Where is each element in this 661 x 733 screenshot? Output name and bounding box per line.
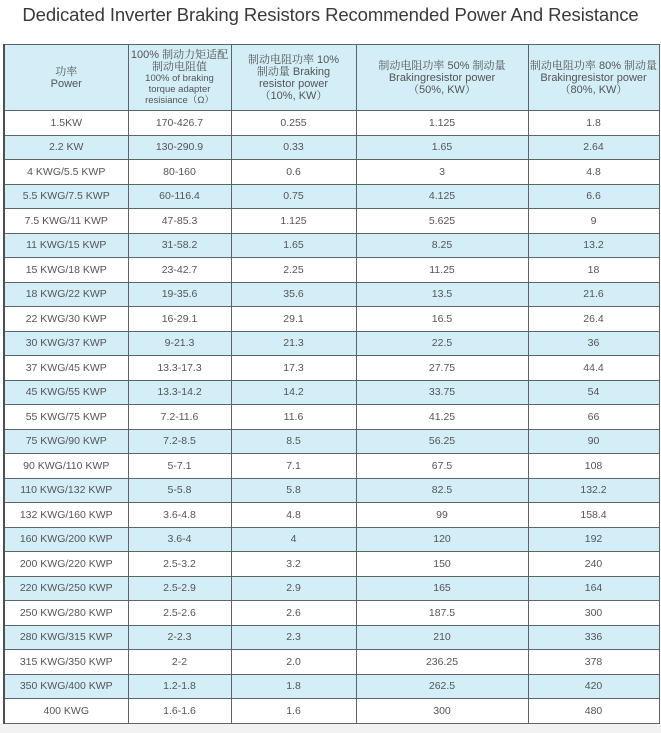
cell-power-50: 22.5 [356, 331, 528, 356]
cell-power-80: 13.2 [528, 233, 659, 258]
cell-power: 315 KWG/350 KWP [4, 650, 128, 675]
cell-resistance: 13.3-17.3 [128, 356, 231, 381]
cell-power: 350 KWG/400 KWP [4, 674, 128, 699]
cell-power: 22 KWG/30 KWP [4, 307, 128, 332]
table-row [4, 356, 659, 381]
cell-power-10: 2.6 [231, 601, 356, 626]
cell-resistance: 3.6-4 [128, 527, 231, 552]
cell-power-80: 21.6 [528, 282, 659, 307]
cell-power-50: 236.25 [356, 650, 528, 675]
cell-power-10: 1.125 [231, 209, 356, 234]
cell-power-80: 378 [528, 650, 659, 675]
cell-power-80: 66 [528, 405, 659, 430]
cell-power-50: 120 [356, 527, 528, 552]
header-power-50-en: Brakingresistor power [388, 71, 496, 84]
cell-power: 15 KWG/18 KWP [4, 258, 128, 283]
cell-power-50: 56.25 [356, 429, 528, 454]
header-resistance-en3: resisiance（Ω） [145, 95, 214, 106]
cell-power-10: 0.75 [231, 184, 356, 209]
cell-power-50: 11.25 [356, 258, 528, 283]
header-power-80-en2: （80%, KW） [559, 83, 628, 96]
cell-power-50: 41.25 [356, 405, 528, 430]
cell-power-10: 3.2 [231, 552, 356, 577]
cell-resistance: 170-426.7 [128, 111, 231, 136]
cell-power-80: 192 [528, 527, 659, 552]
cell-power: 250 KWG/280 KWP [4, 601, 128, 626]
cell-resistance: 2.5-3.2 [128, 552, 231, 577]
cell-power: 220 KWG/250 KWP [4, 576, 128, 601]
table-row [4, 184, 659, 209]
cell-power-50: 165 [356, 576, 528, 601]
page-title: Dedicated Inverter Braking Resistors Recommended Power And Resistance [22, 4, 639, 25]
cell-power-50: 67.5 [356, 454, 528, 479]
cell-power-10: 4 [231, 527, 356, 552]
header-power-80 [528, 45, 659, 111]
header-power-en: Power [50, 77, 82, 90]
table-row [4, 258, 659, 283]
cell-power-50: 262.5 [356, 674, 528, 699]
header-power-80-en: Brakingresistor power [540, 71, 647, 84]
cell-power-50: 33.75 [356, 380, 528, 405]
cell-resistance: 130-290.9 [128, 135, 231, 160]
cell-power: 90 KWG/110 KWP [4, 454, 128, 479]
cell-power-10: 14.2 [231, 380, 356, 405]
table-row [4, 674, 659, 699]
cell-power: 75 KWG/90 KWP [4, 429, 128, 454]
cell-power-80: 300 [528, 601, 659, 626]
cell-resistance: 31-58.2 [128, 233, 231, 258]
cell-power-50: 150 [356, 552, 528, 577]
cell-power: 132 KWG/160 KWP [4, 503, 128, 528]
header-power-50-en2: （50%, KW） [408, 83, 476, 96]
table-row [4, 233, 659, 258]
cell-resistance: 2-2.3 [128, 625, 231, 650]
cell-power-10: 0.6 [231, 160, 356, 185]
table-row [4, 307, 659, 332]
cell-power: 4 KWG/5.5 KWP [4, 160, 128, 185]
table-row [4, 552, 659, 577]
cell-power-50: 210 [356, 625, 528, 650]
cell-power-10: 8.5 [231, 429, 356, 454]
cell-power-50: 13.5 [356, 282, 528, 307]
resistor-spec-table [3, 44, 660, 724]
table-header-row [4, 45, 659, 111]
cell-power-80: 158.4 [528, 503, 659, 528]
cell-power-50: 27.75 [356, 356, 528, 381]
cell-power-80: 164 [528, 576, 659, 601]
cell-resistance: 47-85.3 [128, 209, 231, 234]
table-row [4, 111, 659, 136]
cell-power: 18 KWG/22 KWP [4, 282, 128, 307]
cell-resistance: 1.6-1.6 [128, 699, 231, 724]
cell-power-50: 82.5 [356, 478, 528, 503]
cell-power: 55 KWG/75 KWP [4, 405, 128, 430]
table-row [4, 527, 659, 552]
cell-power-80: 480 [528, 699, 659, 724]
header-power-10-zh: 制动电阻功率 10% [247, 53, 340, 66]
cell-power: 280 KWG/315 KWP [4, 625, 128, 650]
cell-resistance: 2.5-2.6 [128, 601, 231, 626]
table-row [4, 601, 659, 626]
cell-power-80: 18 [528, 258, 659, 283]
cell-power-50: 3 [356, 160, 528, 185]
cell-resistance: 5-5.8 [128, 478, 231, 503]
cell-power-50: 187.5 [356, 601, 528, 626]
cell-power-10: 11.6 [231, 405, 356, 430]
table-body [4, 111, 659, 724]
cell-power-80: 4.8 [528, 160, 659, 185]
cell-power: 1.5KW [4, 111, 128, 136]
cell-resistance: 5-7.1 [128, 454, 231, 479]
cell-resistance: 80-160 [128, 160, 231, 185]
cell-resistance: 3.6-4.8 [128, 503, 231, 528]
cell-power-50: 1.125 [356, 111, 528, 136]
cell-power: 160 KWG/200 KWP [4, 527, 128, 552]
cell-power-50: 16.5 [356, 307, 528, 332]
cell-power-10: 17.3 [231, 356, 356, 381]
header-power-zh: 功率 [55, 65, 78, 78]
table-row [4, 405, 659, 430]
cell-power: 200 KWG/220 KWP [4, 552, 128, 577]
cell-resistance: 16-29.1 [128, 307, 231, 332]
table-row [4, 282, 659, 307]
table-row [4, 209, 659, 234]
cell-resistance: 2.5-2.9 [128, 576, 231, 601]
table-row [4, 331, 659, 356]
cell-power-50: 8.25 [356, 233, 528, 258]
cell-resistance: 60-116.4 [128, 184, 231, 209]
cell-power: 11 KWG/15 KWP [4, 233, 128, 258]
table-row [4, 454, 659, 479]
table-row [4, 650, 659, 675]
cell-power-50: 4.125 [356, 184, 528, 209]
header-resistance [128, 45, 231, 111]
cell-power-50: 5.625 [356, 209, 528, 234]
header-power-10-mix: 制动量 Braking [256, 65, 331, 78]
cell-power-10: 2.9 [231, 576, 356, 601]
cell-power: 2.2 KW [4, 135, 128, 160]
cell-resistance: 2-2 [128, 650, 231, 675]
cell-resistance: 13.3-14.2 [128, 380, 231, 405]
header-power-50 [356, 45, 528, 111]
header-power [4, 45, 128, 111]
cell-power-10: 7.1 [231, 454, 356, 479]
cell-power-80: 336 [528, 625, 659, 650]
cell-power-80: 54 [528, 380, 659, 405]
cell-power-80: 108 [528, 454, 659, 479]
header-power-10 [231, 45, 356, 111]
cell-power-50: 1.65 [356, 135, 528, 160]
table-row [4, 429, 659, 454]
cell-power-50: 99 [356, 503, 528, 528]
cell-power-80: 90 [528, 429, 659, 454]
header-power-50-zh: 制动电阻功率 50% 制动量 [378, 59, 506, 72]
table-row [4, 699, 659, 724]
cell-power: 37 KWG/45 KWP [4, 356, 128, 381]
cell-power-10: 21.3 [231, 331, 356, 356]
header-power-80-zh: 制动电阻功率 80% 制动量 [529, 59, 658, 72]
cell-power: 5.5 KWG/7.5 KWP [4, 184, 128, 209]
cell-power-80: 44.4 [528, 356, 659, 381]
cell-power-10: 4.8 [231, 503, 356, 528]
table-row [4, 576, 659, 601]
cell-power-80: 9 [528, 209, 659, 234]
cell-power-10: 2.25 [231, 258, 356, 283]
cell-power-80: 6.6 [528, 184, 659, 209]
cell-resistance: 7.2-11.6 [128, 405, 231, 430]
cell-resistance: 23-42.7 [128, 258, 231, 283]
cell-power-50: 300 [356, 699, 528, 724]
cell-power-10: 1.8 [231, 674, 356, 699]
cell-power-80: 2.64 [528, 135, 659, 160]
header-resistance-en: 100% of braking [145, 73, 214, 84]
cell-power-80: 240 [528, 552, 659, 577]
cell-power: 7.5 KWG/11 KWP [4, 209, 128, 234]
cell-resistance: 7.2-8.5 [128, 429, 231, 454]
table-row [4, 503, 659, 528]
cell-resistance: 1.2-1.8 [128, 674, 231, 699]
cell-power-10: 35.6 [231, 282, 356, 307]
cell-power-10: 29.1 [231, 307, 356, 332]
header-resistance-en2: torque adapter [148, 84, 211, 95]
table-row [4, 478, 659, 503]
cell-power: 45 KWG/55 KWP [4, 380, 128, 405]
cell-power-80: 26.4 [528, 307, 659, 332]
cell-power: 30 KWG/37 KWP [4, 331, 128, 356]
table-row [4, 380, 659, 405]
cell-power-10: 5.8 [231, 478, 356, 503]
header-resistance-zh: 100% 制动力矩适配 [130, 49, 229, 61]
table-row [4, 135, 659, 160]
table-row [4, 625, 659, 650]
cell-power-80: 132.2 [528, 478, 659, 503]
cell-power-10: 2.3 [231, 625, 356, 650]
cell-power-80: 1.8 [528, 111, 659, 136]
cell-power-10: 2.0 [231, 650, 356, 675]
header-resistance-zh2: 制动电阻值 [152, 61, 207, 73]
table-row [4, 160, 659, 185]
cell-resistance: 19-35.6 [128, 282, 231, 307]
cell-power-80: 420 [528, 674, 659, 699]
header-power-10-en: resistor power [258, 77, 329, 90]
cell-power-10: 1.6 [231, 699, 356, 724]
cell-power-10: 1.65 [231, 233, 356, 258]
header-power-10-en2: （10%, KW） [259, 89, 328, 102]
cell-power-10: 0.33 [231, 135, 356, 160]
cell-power-10: 0.255 [231, 111, 356, 136]
cell-power: 400 KWG [4, 699, 128, 724]
cell-power-80: 36 [528, 331, 659, 356]
cell-resistance: 9-21.3 [128, 331, 231, 356]
cell-power: 110 KWG/132 KWP [4, 478, 128, 503]
